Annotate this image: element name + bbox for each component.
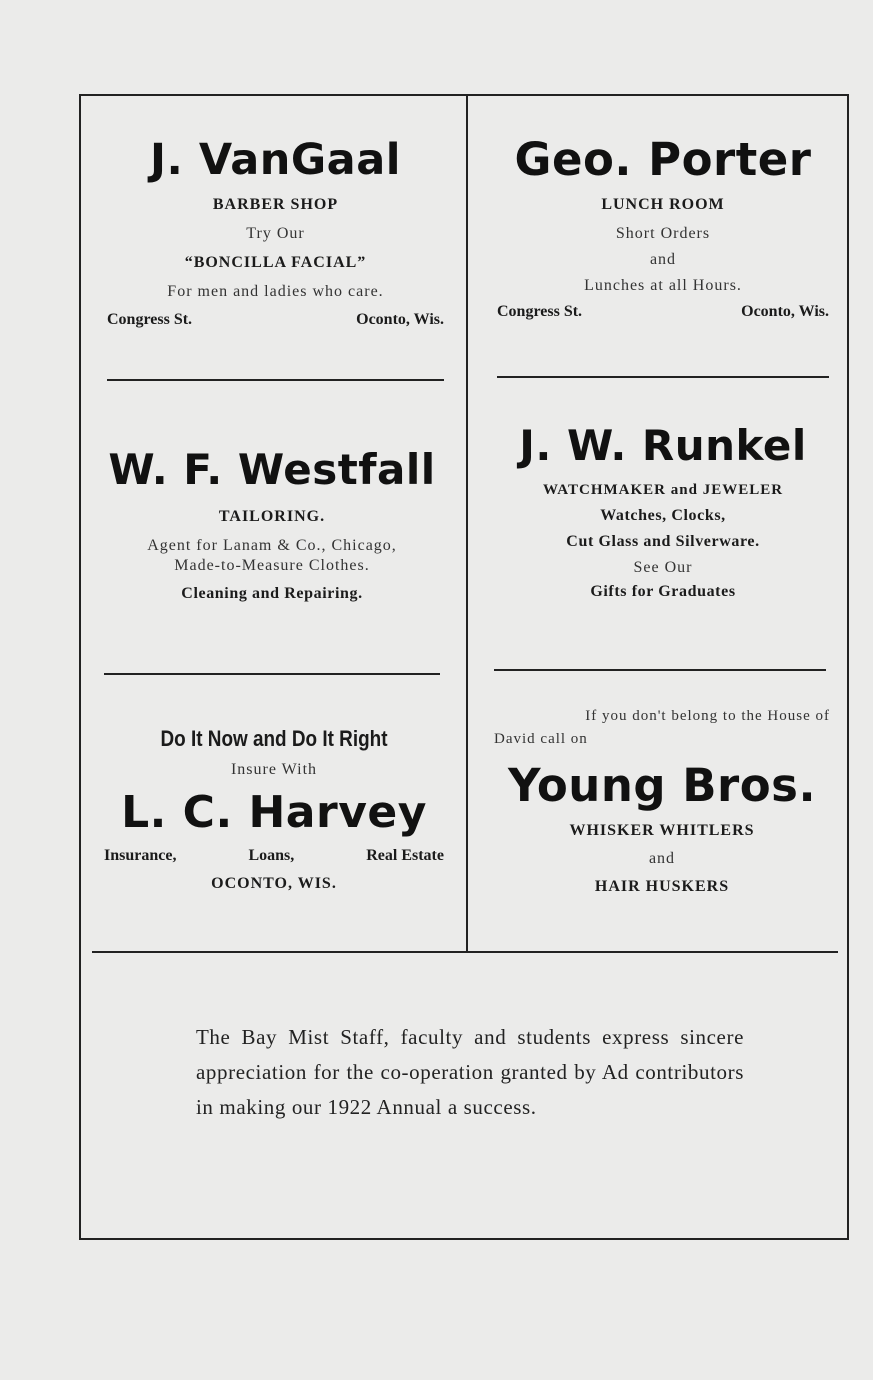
ad-city: Oconto, Wis.	[741, 303, 829, 320]
ad-street: Congress St.	[497, 303, 583, 320]
ad-line: Cut Glass and Silverware.	[566, 533, 760, 550]
thanks-note: The Bay Mist Staff, faculty and students express sincere appreciation for the co-operation granted by Ad contributors in making our 1922 Annual a success.	[196, 1025, 744, 1119]
ad-line: Try Our	[246, 225, 305, 242]
column-divider	[466, 94, 468, 952]
ad-name: J. VanGaal	[150, 135, 401, 185]
ad-name: L. C. Harvey	[121, 787, 427, 838]
divider-full	[92, 951, 838, 953]
ad-business: TAILORING.	[218, 508, 326, 525]
ad-line: “BONCILLA FACIAL”	[184, 254, 367, 271]
ad-line: Insure With	[230, 761, 318, 778]
ad-service: Insurance,	[104, 847, 177, 864]
ad-city: OCONTO, WIS.	[211, 875, 337, 892]
ad-service: Real Estate	[366, 847, 444, 864]
ad-name: Young Bros.	[507, 759, 817, 812]
ad-business: WATCHMAKER and JEWELER	[542, 482, 784, 498]
ad-line: Watches, Clocks,	[600, 507, 726, 524]
ad-line: Agent for Lanam & Co., Chicago,	[147, 537, 397, 554]
ad-line: Made-to-Measure Clothes.	[174, 557, 370, 574]
ad-business: BARBER SHOP	[212, 196, 339, 213]
ad-line: and	[648, 850, 676, 867]
ad-line: HAIR HUSKERS	[594, 878, 730, 895]
ad-line: Lunches at all Hours.	[584, 277, 742, 294]
ad-name: Geo. Porter	[514, 133, 812, 186]
ad-line: For men and ladies who care.	[167, 283, 384, 300]
ad-name: W. F. Westfall	[108, 445, 436, 494]
ad-young	[494, 708, 830, 896]
ad-business: LUNCH ROOM	[601, 196, 725, 213]
ad-line: Gifts for Graduates	[590, 583, 736, 600]
ad-line: Short Orders	[615, 225, 711, 242]
ad-service: Loans,	[248, 847, 295, 864]
ad-vangaal	[107, 132, 444, 329]
ad-intro: If you don't belong to the House of	[585, 708, 830, 724]
ad-street: Congress St.	[107, 311, 193, 328]
ad-city: Oconto, Wis.	[356, 311, 444, 328]
ad-intro: David call on	[494, 731, 588, 747]
ad-line: WHISKER WHITLERS	[569, 822, 755, 839]
divider-left-2	[104, 673, 440, 675]
ad-runkel	[497, 418, 829, 601]
divider-right-2	[494, 669, 826, 671]
ad-westfall	[104, 442, 440, 603]
ad-line: and	[649, 251, 677, 268]
divider-right-1	[497, 376, 829, 378]
ad-porter	[497, 132, 829, 321]
divider-left-1	[107, 379, 444, 381]
ad-slogan: Do It Now and Do It Right	[160, 726, 388, 751]
ad-harvey	[104, 726, 444, 893]
ad-name: J. W. Runkel	[519, 421, 807, 470]
ad-line: See Our	[633, 559, 693, 576]
ad-line: Cleaning and Repairing.	[181, 585, 363, 602]
